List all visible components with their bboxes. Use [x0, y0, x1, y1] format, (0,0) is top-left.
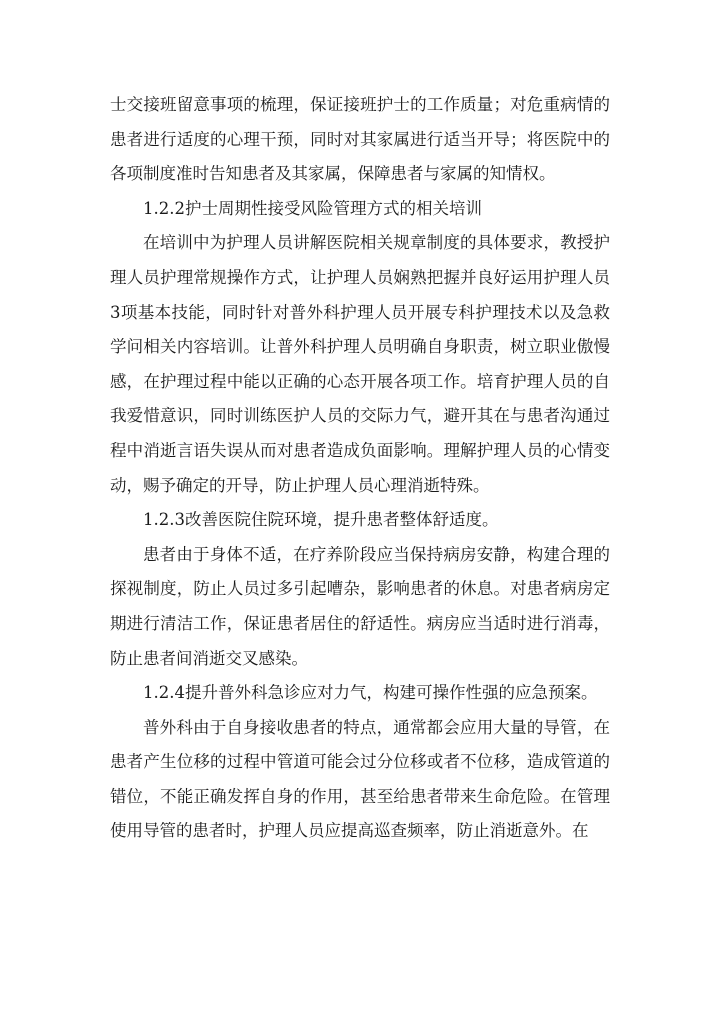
paragraph-training: 在培训中为护理人员讲解医院相关规章制度的具体要求，教授护理人员护理常规操作方式，让护理人员娴熟把握并良好运用护理人员3项基本技能，同时针对普外科护理人员开展专科护理技术以及急救学问相关内容培训。让普外科护理人员明确自身职责，树立职业傲慢感，在护理过程中能以正确的心态开展各项工作。培育护理人员的自我爱惜意识，同时训练医护人员的交际力气，避开其在与患者沟通过程中消逝言语失误从而对患者造成负面影响。理解护理人员的心情变动，赐予确定的开导，防止护理人员心理消逝特殊。 [110, 233, 610, 495]
section-heading-1-2-3: 1.2.3改善医院住院环境，提升患者整体舒适度。 [143, 510, 499, 530]
paragraph-emergency: 普外科由于自身接收患者的特点，通常都会应用大量的导管，在患者产生位移的过程中管道可能会过分位移或者不位移，造成管道的错位，不能正确发挥自身的作用，甚至给患者带来生命危险。在管理使用导管的患者时，护理人员应提高巡查频率，防止消逝意外。在 [110, 717, 610, 841]
document-body [110, 88, 610, 849]
paragraph-continued: 士交接班留意事项的梳理，保证接班护士的工作质量；对危重病情的患者进行适度的心理干预，同时对其家属进行适当开导；将医院中的各项制度准时告知患者及其家属，保障患者与家属的知情权。 [110, 95, 610, 184]
section-heading-1-2-2: 1.2.2护士周期性接受风险管理方式的相关培训 [143, 198, 482, 218]
section-heading-1-2-4: 1.2.4提升普外科急诊应对力气，构建可操作性强的应急预案。 [143, 683, 598, 703]
paragraph-environment: 患者由于身体不适，在疗养阶段应当保持病房安静，构建合理的探视制度，防止人员过多引起嘈杂，影响患者的休息。对患者病房定期进行清洁工作，保证患者居住的舒适性。病房应当适时进行消毒，防止患者间消逝交叉感染。 [110, 544, 610, 668]
